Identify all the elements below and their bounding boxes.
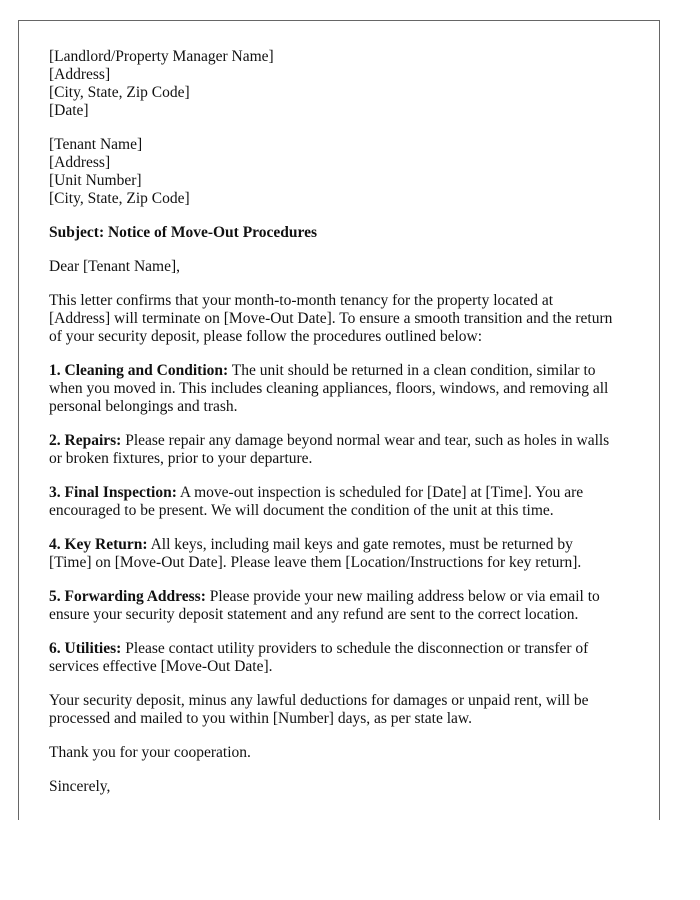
sender-city-state-zip: [City, State, Zip Code] (49, 84, 190, 101)
procedure-title: 3. Final Inspection: (49, 484, 177, 501)
procedure-cleaning (49, 362, 639, 416)
procedure-text: Please contact utility providers to schedule the disconnection or transfer of (121, 640, 589, 657)
letter-date: [Date] (49, 102, 89, 119)
recipient-city-state-zip: [City, State, Zip Code] (49, 190, 190, 207)
procedure-text: ensure your security deposit statement and any refund are sent to the correct location. (49, 606, 579, 623)
intro-line: of your security deposit, please follow the procedures outlined below: (49, 328, 483, 345)
deposit-paragraph (49, 692, 639, 728)
procedure-text: [Time] on [Move-Out Date]. Please leave them [Location/Instructions for key return]. (49, 554, 582, 571)
sender-address: [Address] (49, 66, 111, 83)
procedure-title: 4. Key Return: (49, 536, 148, 553)
procedure-title: 6. Utilities: (49, 640, 122, 657)
procedure-title: 2. Repairs: (49, 432, 122, 449)
intro-line: This letter confirms that your month-to-month tenancy for the property located at (49, 292, 554, 309)
procedure-final-inspection (49, 484, 639, 520)
procedure-text: services effective [Move-Out Date]. (49, 658, 273, 675)
intro-line: [Address] will terminate on [Move-Out Date]. To ensure a smooth transition and the return (49, 310, 613, 327)
procedure-title: 1. Cleaning and Condition: (49, 362, 229, 379)
procedure-title: 5. Forwarding Address: (49, 588, 206, 605)
letter-page (18, 20, 660, 820)
salutation: Dear [Tenant Name], (49, 258, 181, 275)
procedure-repairs (49, 432, 639, 468)
procedure-text: when you moved in. This includes cleaning appliances, floors, windows, and removing all (49, 380, 609, 397)
procedure-text: encouraged to be present. We will document the condition of the unit at this time. (49, 502, 554, 519)
procedure-text: A move-out inspection is scheduled for [Date] at [Time]. You are (176, 484, 584, 501)
sender-block (49, 48, 639, 120)
procedure-text: Please provide your new mailing address below or via email to (205, 588, 600, 605)
procedure-text: Please repair any damage beyond normal wear and tear, such as holes in walls (121, 432, 610, 449)
procedure-text: personal belongings and trash. (49, 398, 238, 415)
procedure-text: or broken fixtures, prior to your departure. (49, 450, 313, 467)
intro-paragraph (49, 292, 639, 346)
recipient-address: [Address] (49, 154, 111, 171)
recipient-unit: [Unit Number] (49, 172, 142, 189)
procedure-key-return (49, 536, 639, 572)
procedure-forwarding-address (49, 588, 639, 624)
letter-body (49, 48, 639, 812)
recipient-block (49, 136, 639, 208)
closing-line: Sincerely, (49, 778, 111, 795)
subject-line: Subject: Notice of Move-Out Procedures (49, 224, 318, 241)
recipient-name: [Tenant Name] (49, 136, 143, 153)
sender-name: [Landlord/Property Manager Name] (49, 48, 274, 65)
deposit-line: Your security deposit, minus any lawful deductions for damages or unpaid rent, will be (49, 692, 589, 709)
procedure-text: The unit should be returned in a clean condition, similar to (228, 362, 596, 379)
deposit-line: processed and mailed to you within [Number] days, as per state law. (49, 710, 472, 727)
procedure-text: All keys, including mail keys and gate remotes, must be returned by (147, 536, 573, 553)
thanks-line: Thank you for your cooperation. (49, 744, 251, 761)
procedure-utilities (49, 640, 639, 676)
